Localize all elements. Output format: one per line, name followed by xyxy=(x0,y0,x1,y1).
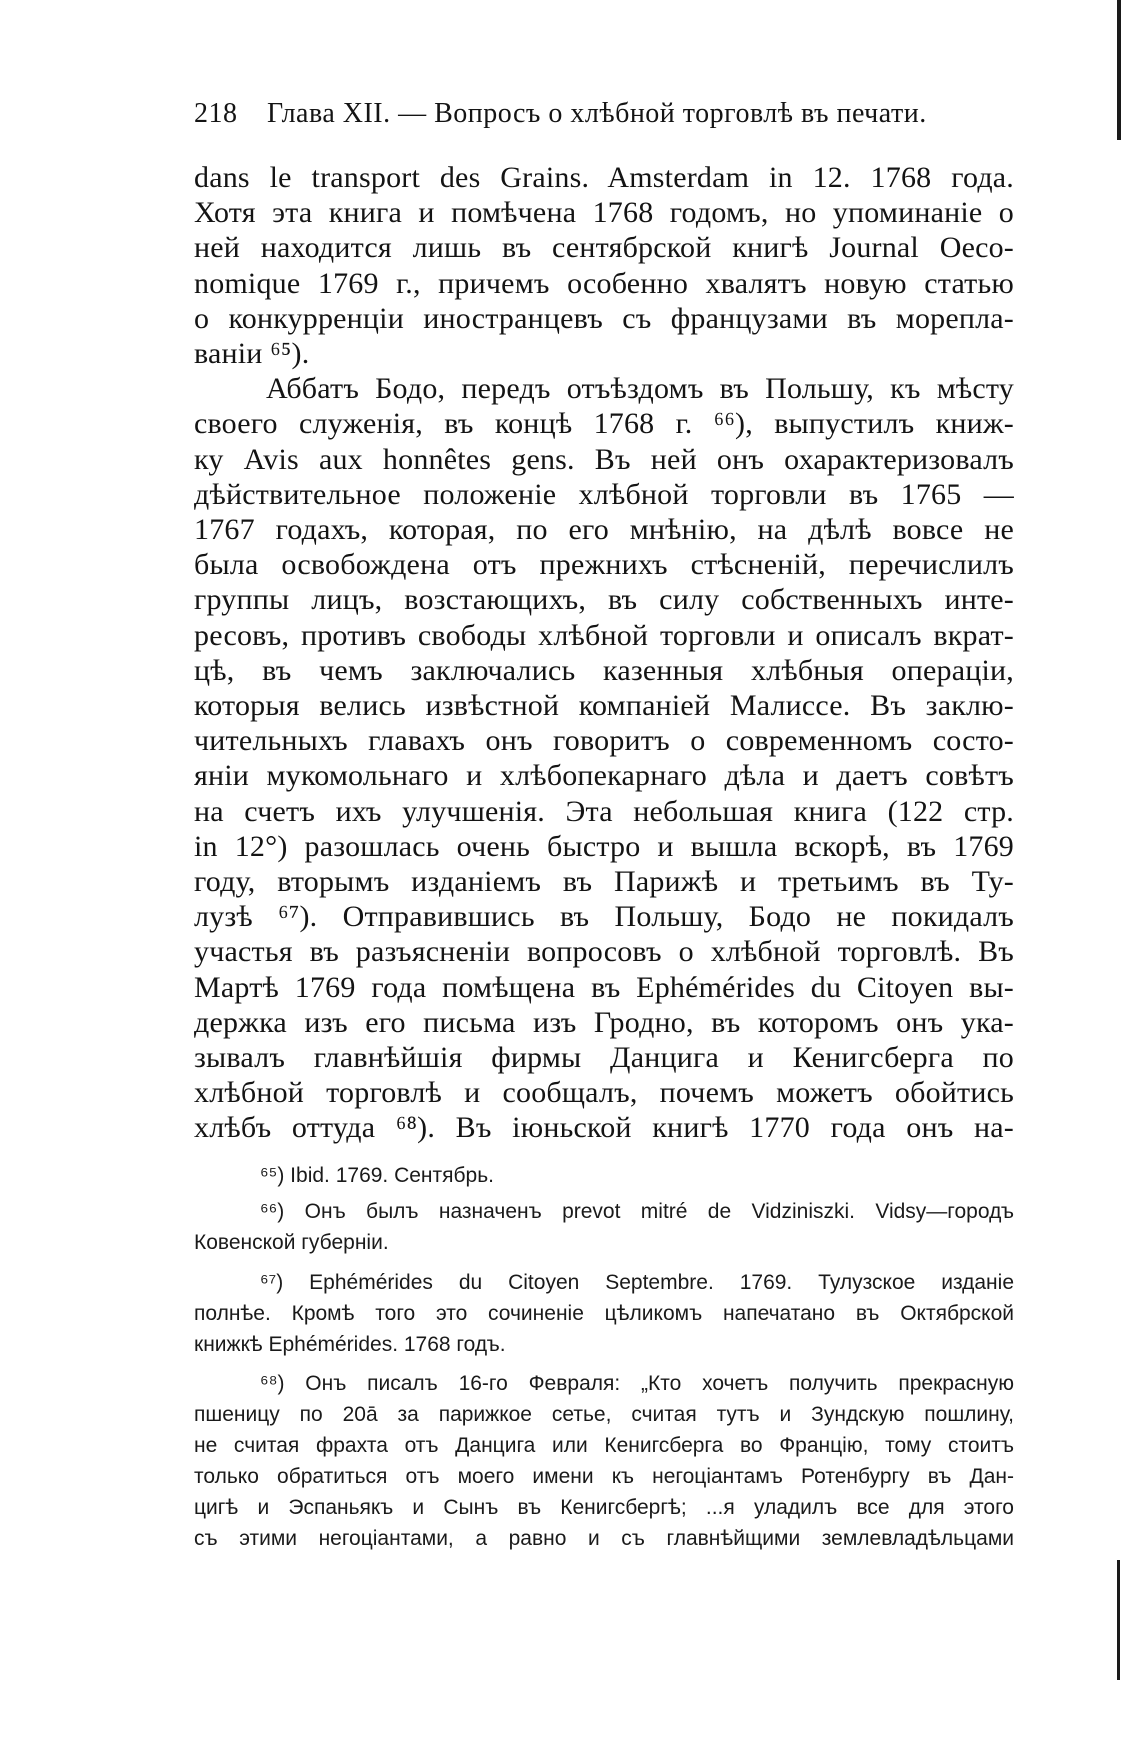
text-line: ку Avis aux honnêtes gens. Въ ней онъ охарактеризовалъ xyxy=(194,442,1014,476)
text-line: яніи мукомольнаго и хлѣбопекарнаго дѣла и даетъ совѣтъ xyxy=(194,759,1014,793)
text-line: чительныхъ главахъ онъ говоритъ о современномъ состо- xyxy=(194,724,1014,758)
text-line: на счетъ ихъ улучшенія. Эта небольшая книга (122 стр. xyxy=(194,794,1014,828)
text-line: Мартѣ 1769 года помѣщена въ Ephémérides du Citoyen вы- xyxy=(194,970,1014,1004)
running-head xyxy=(194,98,1004,130)
page-number: 218 xyxy=(194,98,238,129)
text-line: nomique 1769 г., причемъ особенно хвалятъ новую статью xyxy=(194,266,1014,300)
paragraph-1 xyxy=(194,160,1014,371)
footnote-line: полнѣе. Кромѣ того это сочиненіе цѣликомъ напечатано въ Октябрской xyxy=(194,1302,1014,1325)
text-line: которыя велись извѣстной компаніей Малиссе. Въ заклю- xyxy=(194,689,1014,723)
footnote-68 xyxy=(194,1368,1014,1554)
text-line: ресовъ, противъ свободы хлѣбной торговли и описалъ вкрат- xyxy=(194,618,1014,652)
page-edge-rule-lower xyxy=(1117,1560,1120,1680)
footnote-line: ⁶⁸) Онъ писалъ 16-го Февраля: „Кто хочетъ получить прекрасную xyxy=(260,1372,1014,1395)
text-line: о конкурренціи иностранцевъ съ французами въ морепла- xyxy=(194,301,1014,335)
text-line: dans le transport des Grains. Amsterdam in 12. 1768 года. xyxy=(194,161,1014,194)
footnote-line: Ковенской губерніи. xyxy=(194,1231,389,1254)
footnote-66 xyxy=(194,1196,1014,1258)
text-line: хлѣбной торговлѣ и сообщалъ, почемъ можетъ обойтись xyxy=(194,1076,1014,1110)
footnote-line: не считая фрахта отъ Данцига или Кенигсберга во Францію, тому стоитъ xyxy=(194,1434,1014,1457)
footnote-line: пшеницу по 20ā за парижкое сетье, считая тутъ и Зундскую пошлину, xyxy=(194,1403,1014,1426)
footnote-67 xyxy=(194,1267,1014,1360)
footnote-line: книжкѣ Ephémérides. 1768 годъ. xyxy=(194,1333,506,1356)
footnote-line: ⁶⁶) Онъ былъ назначенъ prevot mitré de Vidziniszki. Vidsy—городъ xyxy=(260,1200,1014,1223)
text-line: Аббатъ Бодо, передъ отъѣздомъ въ Польшу, къ мѣсту xyxy=(266,372,1014,406)
footnote-line: ⁶⁷) Ephémérides du Citoyen Septembre. 1769. Тулузское изданіе xyxy=(260,1271,1014,1294)
text-line: Хотя эта книга и помѣчена 1768 годомъ, но упоминаніе о xyxy=(194,196,1014,230)
page-edge-rule xyxy=(1117,0,1121,140)
footnote-line: цигѣ и Эспаньякъ и Сынъ въ Кенигсбергѣ; ...я уладилъ все для этого xyxy=(194,1496,1014,1519)
text-line: ней находится лишь въ сентябрской книгѣ Journal Oeco- xyxy=(194,231,1014,265)
paragraph-2 xyxy=(194,371,1014,1145)
text-line: 1767 годахъ, которая, по его мнѣнію, на дѣлѣ вовсе не xyxy=(194,513,1014,547)
chapter-title: Глава XII. — Вопросъ о хлѣбной торговлѣ въ печати. xyxy=(267,98,927,129)
text-line: ваніи ⁶⁵). xyxy=(194,337,310,371)
text-line: была освобождена отъ прежнихъ стѣсненій, перечислилъ xyxy=(194,548,1014,582)
text-line: хлѣбъ оттуда ⁶⁸). Въ іюньской книгѣ 1770 года онъ на- xyxy=(194,1111,1014,1145)
text-line: держка изъ его письма изъ Гродно, въ которомъ онъ ука- xyxy=(194,1005,1014,1039)
footnote-line: ⁶⁵) Ibid. 1769. Сентябрь. xyxy=(260,1164,495,1187)
text-line: участья въ разъясненіи вопросовъ о хлѣбной торговлѣ. Въ xyxy=(194,935,1014,969)
text-line: своего служенія, въ концѣ 1768 г. ⁶⁶), выпустилъ книж- xyxy=(194,407,1014,441)
text-line: зывалъ главнѣйшія фирмы Данцига и Кенигсберга по xyxy=(194,1041,1014,1075)
footnote-65 xyxy=(194,1160,1014,1191)
text-line: году, вторымъ изданіемъ въ Парижѣ и третьимъ въ Ту- xyxy=(194,865,1014,899)
main-text xyxy=(194,160,1014,1146)
footnote-line: только обратиться отъ моего имени къ негоціантамъ Ротенбургу въ Дан- xyxy=(194,1465,1014,1488)
text-line: лузѣ ⁶⁷). Отправившись въ Польшу, Бодо не покидалъ xyxy=(194,900,1014,934)
footnote-line: съ этими негоціантами, а равно и съ главнѣйщими землевладѣльцами xyxy=(194,1527,1014,1550)
text-line: группы лицъ, возстающихъ, въ силу собственныхъ инте- xyxy=(194,583,1014,617)
text-line: цѣ, въ чемъ заключались казенныя хлѣбныя операціи, xyxy=(194,653,1014,687)
text-line: дѣйствительное положеніе хлѣбной торговли въ 1765 — xyxy=(194,477,1014,511)
text-line: in 12°) разошлась очень быстро и вышла вскорѣ, въ 1769 xyxy=(194,829,1014,863)
